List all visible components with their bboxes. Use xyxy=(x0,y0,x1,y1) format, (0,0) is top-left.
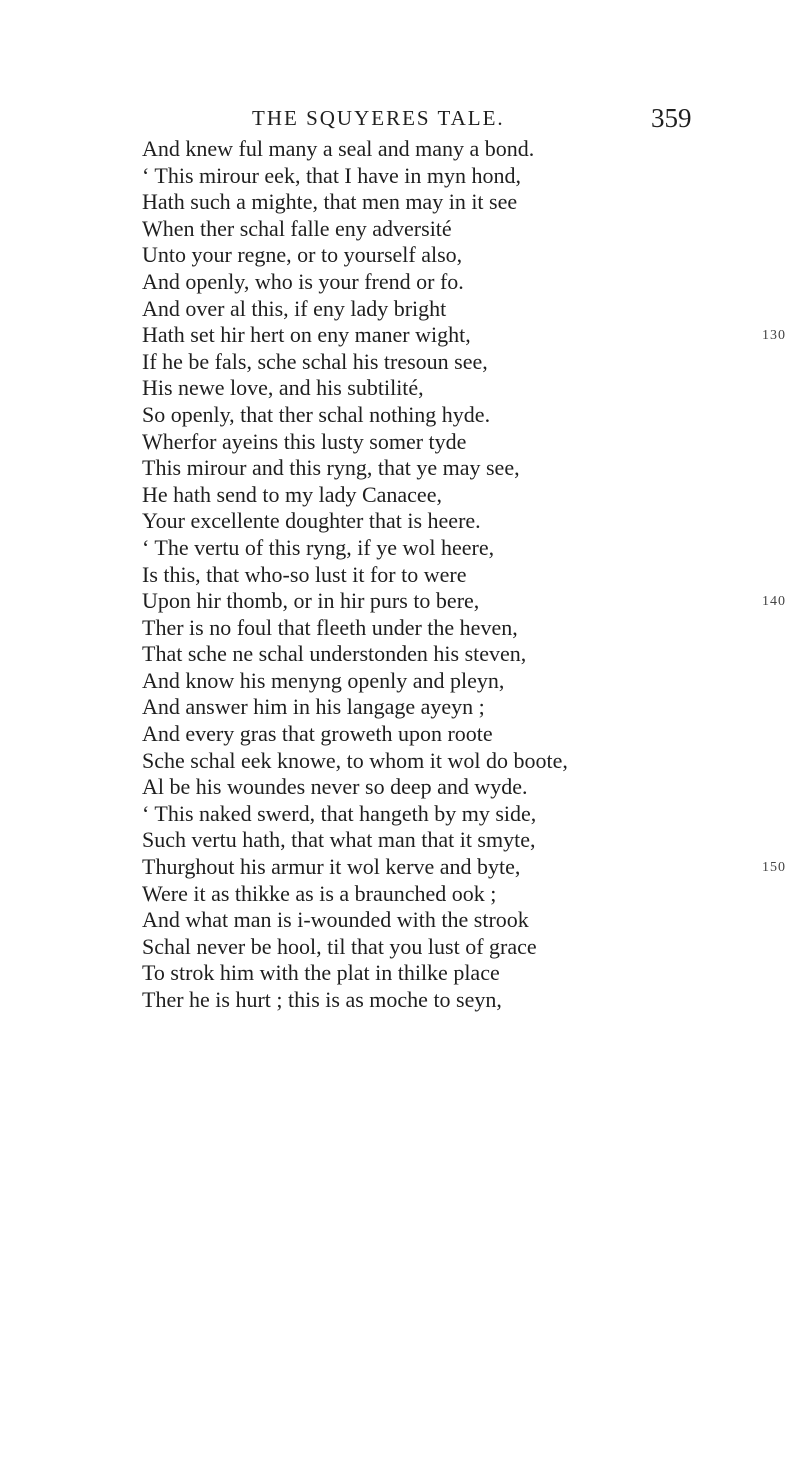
verse-line-text: This mirour and this ryng, that ye may see, xyxy=(142,455,520,481)
verse-line-text: And openly, who is your frend or fo. xyxy=(142,268,464,294)
verse-line xyxy=(0,482,800,509)
verse-line-text: Ther he is hurt ; this is as moche to seyn, xyxy=(142,987,502,1012)
verse-line-text: Wherfor ayeins this lusty somer tyde xyxy=(142,428,467,454)
running-title: THE SQUYERES TALE. xyxy=(252,106,505,130)
verse-line-text: ‘ The vertu of this ryng, if ye wol heere, xyxy=(142,534,495,560)
verse-line-text: To strok him with the plat in thilke place xyxy=(142,960,500,986)
verse-line xyxy=(0,694,800,721)
verse-line-text: Upon hir thomb, or in hir purs to bere, xyxy=(142,588,480,614)
verse-line-text: Were it as thikke as is a braunched ook ; xyxy=(142,880,497,906)
verse-line xyxy=(0,960,800,987)
verse-line xyxy=(0,242,800,269)
verse-line xyxy=(0,269,800,296)
verse-line-text: Ther is no foul that fleeth under the heven, xyxy=(142,614,518,640)
verse-line-text: And every gras that groweth upon roote xyxy=(142,721,493,747)
verse-line xyxy=(0,748,800,775)
verse-line-text: ‘ This naked swerd, that hangeth by my side, xyxy=(142,800,537,826)
verse-line-text: His newe love, and his subtilité, xyxy=(142,375,424,401)
verse-line-text: Is this, that who-so lust it for to were xyxy=(142,561,467,587)
verse-line-text: Hath such a mighte, that men may in it see xyxy=(142,189,518,215)
running-header xyxy=(0,103,800,136)
verse-line xyxy=(0,987,800,1014)
line-number: 140 xyxy=(762,594,786,610)
verse-line xyxy=(0,721,800,748)
verse-line-text: And over al this, if eny lady bright xyxy=(142,295,447,321)
verse-line-text: And answer him in his langage ayeyn ; xyxy=(142,694,485,720)
verse-line-text: ‘ This mirour eek, that I have in myn hond, xyxy=(142,162,522,188)
verse-line xyxy=(0,216,800,243)
verse-line xyxy=(0,907,800,934)
verse-line xyxy=(0,934,800,961)
verse-line xyxy=(0,827,800,854)
verse-line xyxy=(0,349,800,376)
verse-line-text: And know his menyng openly and pleyn, xyxy=(142,667,505,693)
verse-line-text: So openly, that ther schal nothing hyde. xyxy=(142,401,491,427)
verse-line-text: And what man is i-wounded with the strook xyxy=(142,907,529,933)
verse-line xyxy=(0,535,800,562)
line-number: 150 xyxy=(762,860,786,876)
verse-line xyxy=(0,402,800,429)
poem-text xyxy=(0,136,800,1014)
verse-line xyxy=(0,296,800,323)
verse-line xyxy=(0,429,800,456)
verse-line xyxy=(0,455,800,482)
verse-line xyxy=(0,375,800,402)
verse-line xyxy=(0,562,800,589)
verse-line xyxy=(0,322,800,349)
verse-line xyxy=(0,163,800,190)
verse-line-text: And knew ful many a seal and many a bond. xyxy=(142,136,535,161)
verse-line-text: Schal never be hool, til that you lust of grace xyxy=(142,933,537,959)
verse-line-text: That sche ne schal understonden his steven, xyxy=(142,641,527,667)
verse-line xyxy=(0,588,800,615)
verse-line xyxy=(0,881,800,908)
verse-line xyxy=(0,668,800,695)
page-number: 359 xyxy=(651,103,692,133)
verse-line-text: If he be fals, sche schal his tresoun see, xyxy=(142,348,488,374)
verse-line-text: Such vertu hath, that what man that it smyte, xyxy=(142,827,536,853)
verse-line-text: Thurghout his armur it wol kerve and byte, xyxy=(142,854,521,880)
verse-line xyxy=(0,615,800,642)
verse-line-text: When ther schal falle eny adversité xyxy=(142,215,452,241)
verse-line xyxy=(0,508,800,535)
verse-line-text: Unto your regne, or to yourself also, xyxy=(142,242,463,268)
verse-line xyxy=(0,641,800,668)
verse-line-text: Hath set hir hert on eny maner wight, xyxy=(142,322,471,348)
verse-line-text: He hath send to my lady Canacee, xyxy=(142,481,442,507)
line-number: 130 xyxy=(762,328,786,344)
verse-line xyxy=(0,774,800,801)
verse-line-text: Sche schal eek knowe, to whom it wol do boote, xyxy=(142,747,568,773)
verse-line-text: Al be his woundes never so deep and wyde. xyxy=(142,774,528,800)
verse-line xyxy=(0,189,800,216)
verse-line xyxy=(0,801,800,828)
verse-line-text: Your excellente doughter that is heere. xyxy=(142,508,481,534)
verse-line xyxy=(0,854,800,881)
verse-line xyxy=(0,136,800,163)
